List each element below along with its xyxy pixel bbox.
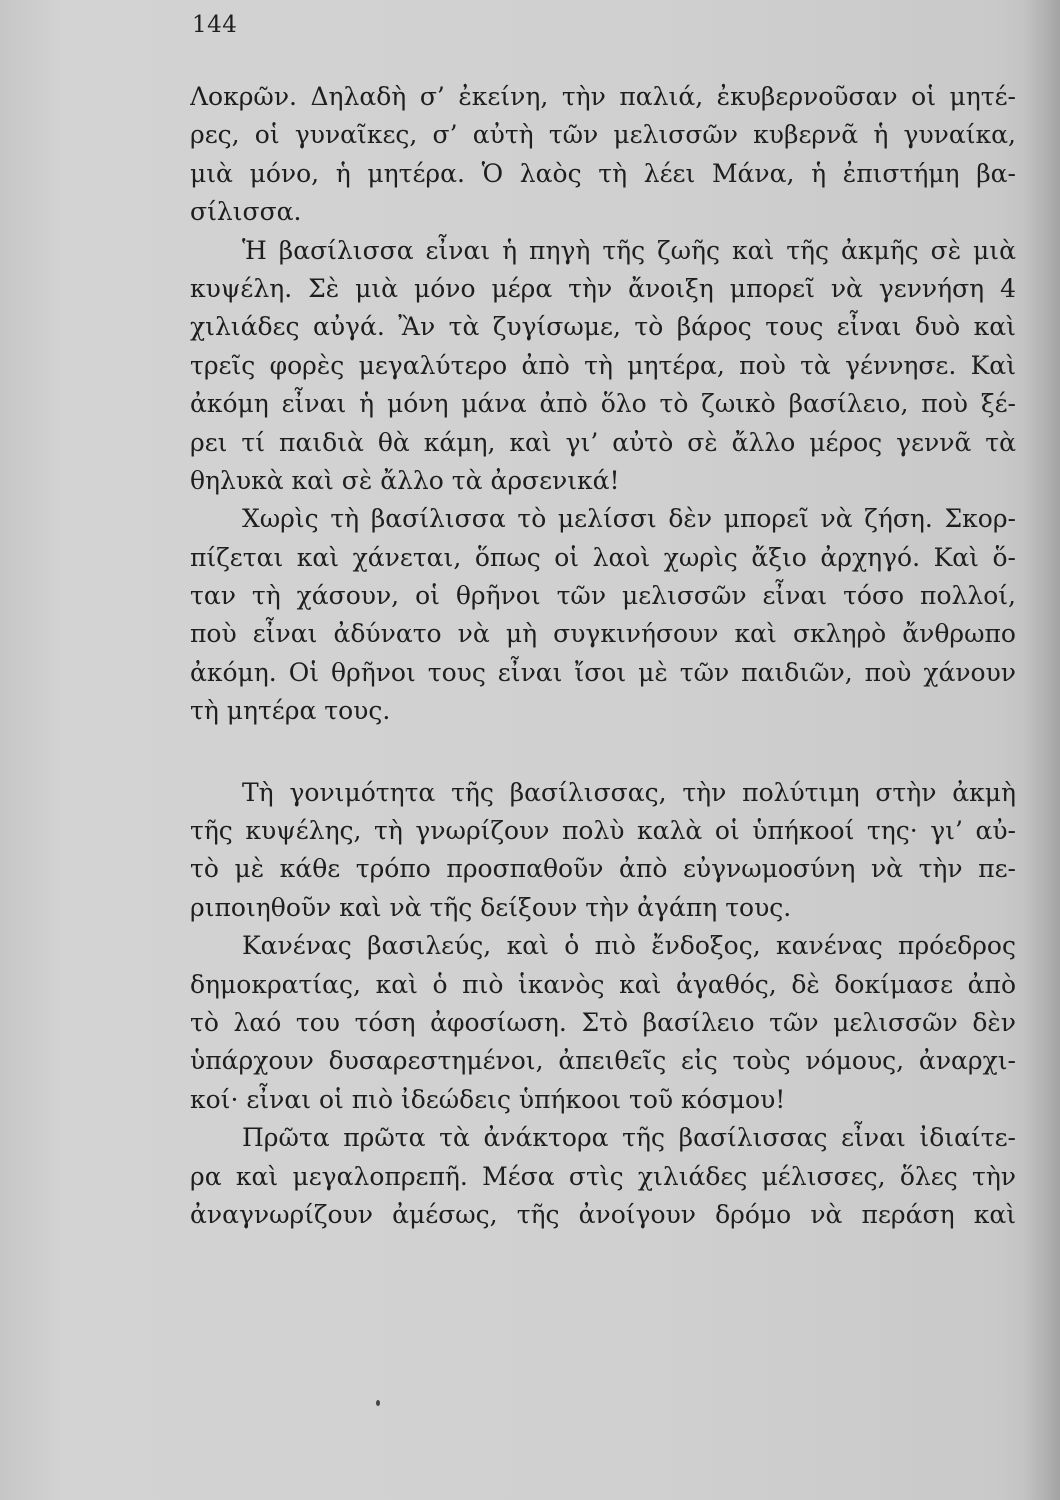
text-line: θηλυκὰ καὶ σὲ ἄλλο τὰ ἀρσενικά!: [190, 465, 620, 495]
text-line: χιλιάδες αὐγά. Ἂν τὰ ζυγίσωμε, τὸ βάρος τους εἶναι δυὸ καὶ: [190, 312, 1016, 342]
text-line: ταν τὴ χάσουν, οἱ θρῆνοι τῶν μελισσῶν εἶναι τόσο πολλοί,: [190, 581, 1016, 611]
text-line: δημοκρατίας, καὶ ὁ πιὸ ἱκανὸς καὶ ἀγαθός, δὲ δοκίμασε ἀπὸ: [190, 969, 1016, 999]
text-line: Τὴ γονιμότητα τῆς βασίλισσας, τὴν πολύτιμη στὴν ἀκμὴ: [242, 777, 1016, 807]
text-line: Λοκρῶν. Δηλαδὴ σ’ ἐκείνη, τὴν παλιά, ἐκυβερνοῦσαν οἱ μητέ-: [190, 82, 1016, 111]
text-line: τὸ μὲ κάθε τρόπο προσπαθοῦν ἀπὸ εὐγνωμοσύνη νὰ τὴν πε-: [190, 854, 1016, 884]
text-line: Πρῶτα πρῶτα τὰ ἀνάκτορα τῆς βασίλισσας εἶναι ἰδιαίτε-: [242, 1123, 1016, 1153]
section-break: [190, 731, 1016, 774]
text-line: μιὰ μόνο, ἡ μητέρα. Ὁ λαὸς τὴ λέει Μάνα, ἡ ἐπιστήμη βα-: [190, 158, 1016, 188]
text-line: σίλισσα.: [190, 197, 302, 227]
text-line: τῆς κυψέλης, τὴ γνωρίζουν πολὺ καλὰ οἱ ὑπήκοοί της· γι’ αὐ-: [190, 816, 1016, 846]
page-number: 144: [192, 12, 238, 38]
text-line: ἀκόμη εἶναι ἡ μόνη μάνα ἀπὸ ὅλο τὸ ζωικὸ βασίλειο, ποὺ ξέ-: [190, 389, 1016, 419]
print-speck: [376, 1400, 380, 1406]
text-line: ρει τί παιδιὰ θὰ κάμη, καὶ γι’ αὐτὸ σὲ ἄλλο μέρος γεννᾶ τὰ: [190, 427, 1016, 457]
text-line: ἀκόμη. Οἱ θρῆνοι τους εἶναι ἴσοι μὲ τῶν παιδιῶν, ποὺ χάνουν: [190, 657, 1016, 687]
text-line: τὴ μητέρα τους.: [190, 696, 391, 726]
text-line: τρεῖς φορὲς μεγαλύτερο ἀπὸ τὴ μητέρα, ποὺ τὰ γέννησε. Καὶ: [190, 350, 1016, 380]
text-line: ρες, οἱ γυναῖκες, σ’ αὐτὴ τῶν μελισσῶν κυβερνᾶ ἡ γυναίκα,: [190, 120, 1016, 150]
text-line: πίζεται καὶ χάνεται, ὅπως οἱ λαοὶ χωρὶς ἄξιο ἀρχηγό. Καὶ ὅ-: [190, 542, 1016, 572]
text-line: ἀναγνωρίζουν ἀμέσως, τῆς ἀνοίγουν δρόμο νὰ περάση καὶ: [190, 1199, 1016, 1229]
text-line: Χωρὶς τὴ βασίλισσα τὸ μελίσσι δὲν μπορεῖ νὰ ζήση. Σκορ-: [242, 504, 1016, 534]
text-line: ποὺ εἶναι ἀδύνατο νὰ μὴ συγκινήσουν καὶ σκληρὸ ἄνθρωπο: [190, 619, 1016, 649]
text-line: ρα καὶ μεγαλοπρεπῆ. Μέσα στὶς χιλιάδες μέλισσες, ὅλες τὴν: [190, 1161, 1016, 1191]
text-line: τὸ λαό του τόση ἀφοσίωση. Στὸ βασίλειο τῶν μελισσῶν δὲν: [190, 1007, 1016, 1037]
text-line: Ἡ βασίλισσα εἶναι ἡ πηγὴ τῆς ζωῆς καὶ τῆς ἀκμῆς σὲ μιὰ: [242, 235, 1016, 265]
text-line: ὑπάρχουν δυσαρεστημένοι, ἀπειθεῖς εἰς τοὺς νόμους, ἀναρχι-: [190, 1046, 1016, 1076]
text-line: Κανένας βασιλεύς, καὶ ὁ πιὸ ἔνδοξος, κανένας πρόεδρος: [242, 931, 1016, 961]
text-line: κοί· εἶναι οἱ πιὸ ἰδεώδεις ὑπήκοοι τοῦ κόσμου!: [190, 1084, 786, 1114]
page-edge-shadow: [1022, 0, 1060, 1500]
text-line: κυψέλη. Σὲ μιὰ μόνο μέρα τὴν ἄνοιξη μπορεῖ νὰ γεννήση 4: [190, 273, 1016, 303]
text-line: ριποιηθοῦν καὶ νὰ τῆς δείξουν τὴν ἀγάπη τους.: [190, 892, 792, 922]
page-text: [190, 78, 1016, 1234]
